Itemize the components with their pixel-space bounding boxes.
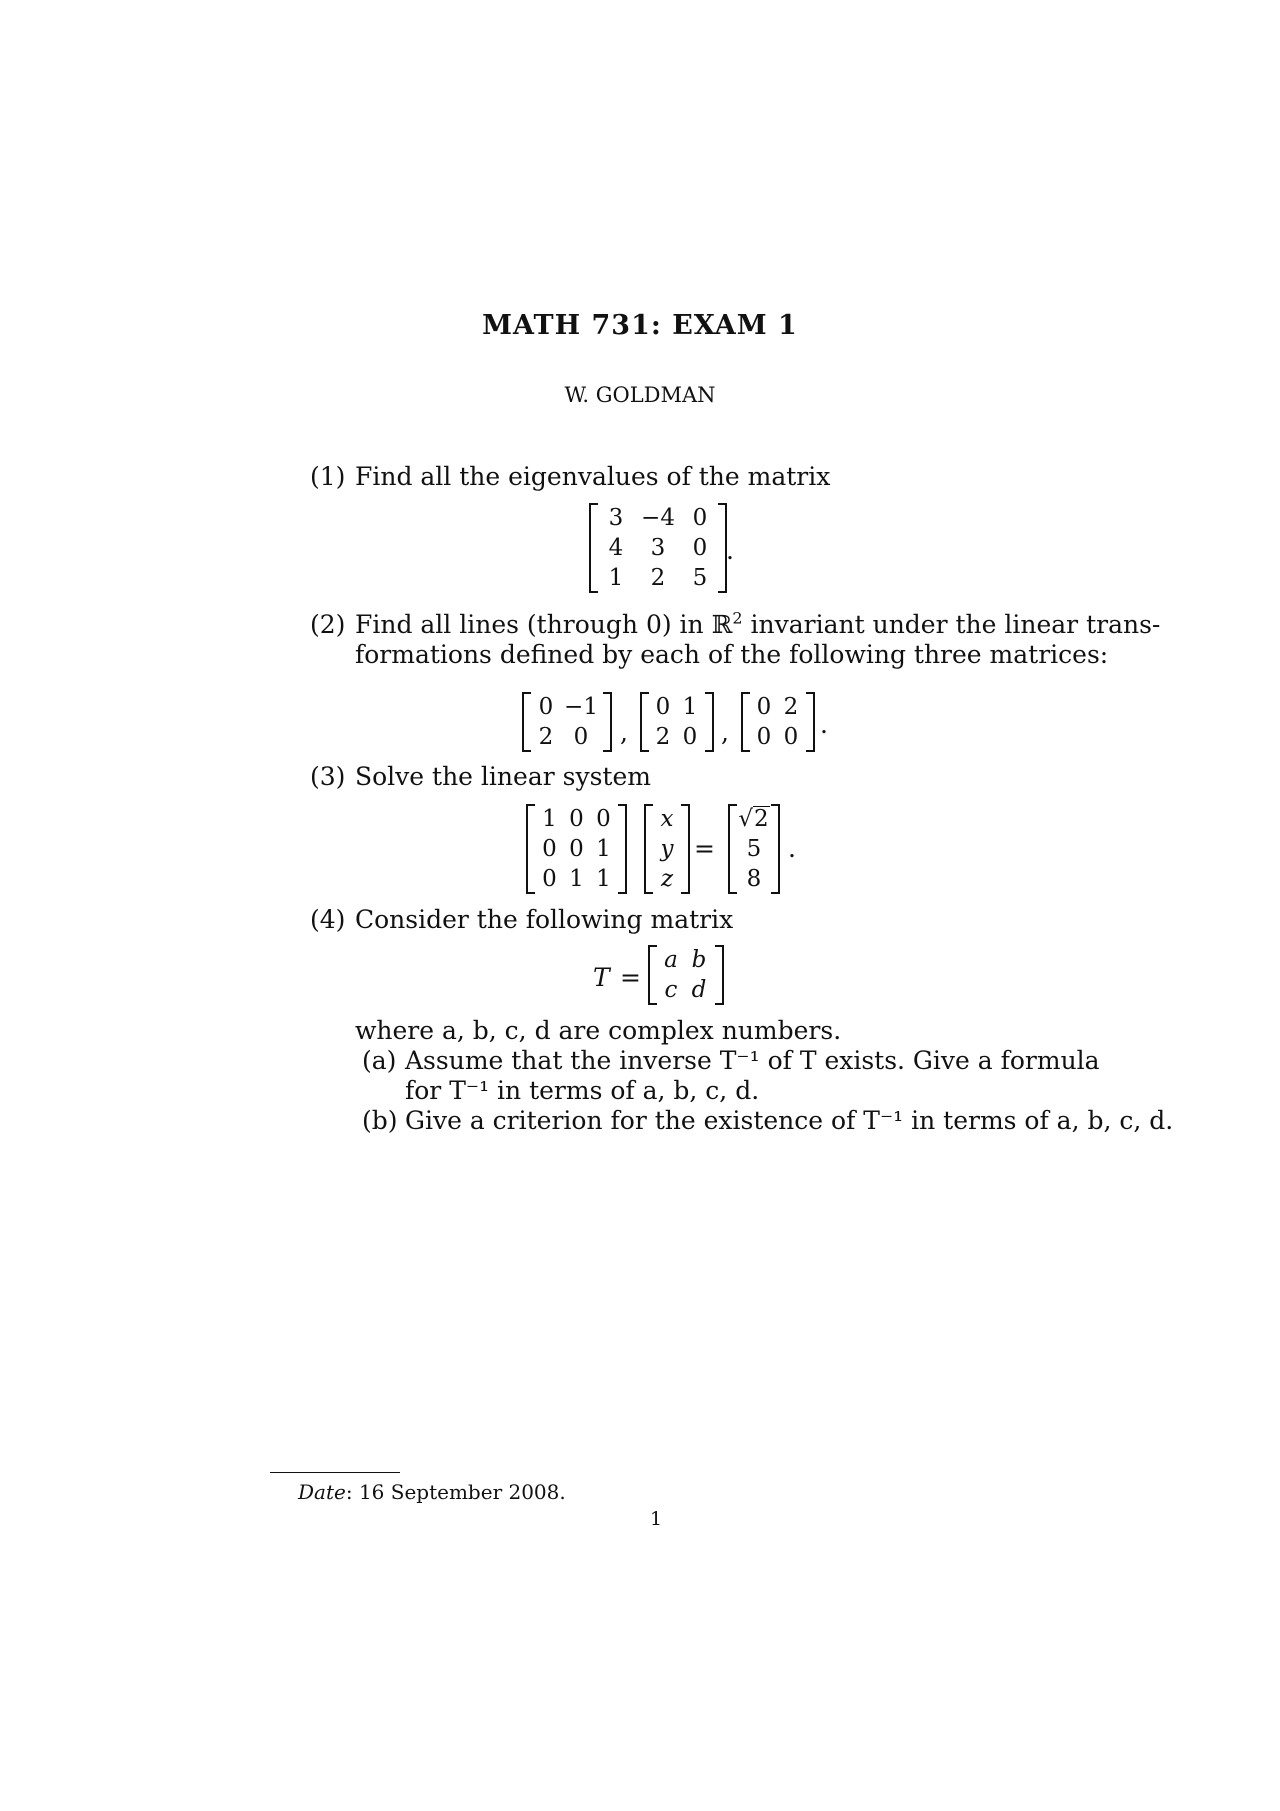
matrix-two: 0 1 2 0 [640, 692, 714, 752]
subpart-text: for T⁻¹ in terms of a, b, c, d. [405, 1076, 760, 1105]
problem-text: Find all lines (through 0) in ℝ$^2$ invariant under the linear trans- [355, 608, 1161, 639]
matrix-cell: 3 [608, 505, 624, 531]
author: W. GOLDMAN [564, 383, 716, 407]
matrix-cell: 0 [692, 505, 708, 531]
period: . [788, 834, 796, 863]
reals-symbol: ℝ [711, 610, 733, 639]
matrix-cell: 3 [650, 535, 666, 561]
problem-text: Consider the following matrix [355, 905, 734, 934]
problem-number: (4) [310, 905, 346, 934]
subpart-label: (a) [362, 1046, 397, 1075]
subpart-text: Give a criterion for the existence of T⁻¹ in terms of a, b, c, d. [405, 1106, 1174, 1135]
eigen-matrix [589, 503, 727, 593]
sqrt-symbol: √ [738, 806, 753, 832]
variable-vector: x y z [644, 804, 690, 894]
footnote-rule [270, 1472, 400, 1473]
date-footnote: Date: 16 September 2008. [298, 1480, 566, 1504]
matrix-one: 0 −1 2 0 [522, 692, 612, 752]
matrix-cell: 0 [692, 535, 708, 561]
problem-number: (1) [310, 462, 346, 491]
rhs-vector: √2 5 8 [728, 804, 780, 894]
problem-text: Find all the eigenvalues of the matrix [355, 462, 831, 491]
matrix-symbol: T [593, 963, 610, 992]
matrix-cell: 4 [608, 535, 624, 561]
equals-sign: = [694, 834, 715, 863]
page-number: 1 [649, 1508, 663, 1530]
period: . [820, 710, 828, 739]
problem-text: where a, b, c, d are complex numbers. [355, 1016, 842, 1045]
matrix-cell: 2 [650, 565, 666, 591]
t-matrix: a b c d [648, 945, 724, 1005]
subpart-text: Assume that the inverse T⁻¹ of T exists. Give a formula [405, 1046, 1100, 1075]
subpart-label: (b) [362, 1106, 398, 1135]
coefficient-matrix: 1 0 0 0 0 1 0 1 1 [526, 804, 627, 894]
page-title: MATH 731: EXAM 1 [482, 310, 798, 341]
matrix-three: 0 2 0 0 [741, 692, 815, 752]
comma: , [721, 718, 729, 747]
equals-sign: = [620, 963, 641, 992]
matrix-cell: 1 [608, 565, 624, 591]
matrix-cell: 5 [692, 565, 708, 591]
problem-text: formations defined by each of the following three matrices: [355, 640, 1109, 669]
period: . [726, 536, 734, 565]
problem-number: (2) [310, 610, 346, 639]
problem-number: (3) [310, 762, 346, 791]
problem-text: Solve the linear system [355, 762, 651, 791]
comma: , [620, 718, 628, 747]
matrix-cell: −4 [641, 505, 675, 531]
